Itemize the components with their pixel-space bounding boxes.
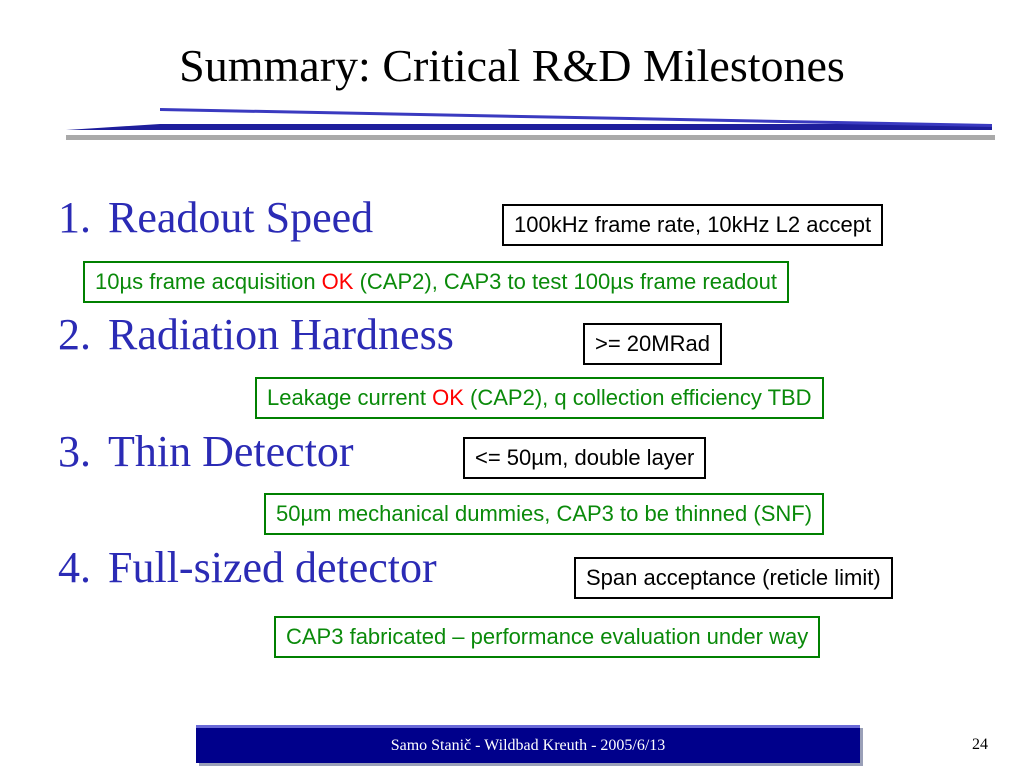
status-box-1 (83, 261, 789, 303)
requirement-box-3: <= 50µm, double layer (463, 437, 706, 479)
milestone-label: Full-sized detector (108, 543, 437, 592)
milestone-number: 2. (58, 310, 91, 359)
footer-bar (196, 725, 860, 763)
status-text: 10µs frame acquisition (95, 269, 322, 294)
status-box-3: 50µm mechanical dummies, CAP3 to be thinned (SNF) (264, 493, 824, 535)
milestone-3 (58, 427, 354, 477)
milestone-number: 3. (58, 427, 91, 476)
requirement-box-1: 100kHz frame rate, 10kHz L2 accept (502, 204, 883, 246)
status-box-4: CAP3 fabricated – performance evaluation under way (274, 616, 820, 658)
status-text: (CAP2), CAP3 to test 100µs frame readout (353, 269, 778, 294)
footer-text: Samo Stanič - Wildbad Kreuth - 2005/6/13 (390, 736, 666, 754)
status-text: (CAP2), q collection efficiency TBD (463, 385, 812, 410)
status-box-2 (255, 377, 824, 419)
ok-badge: OK (432, 385, 464, 410)
requirement-box-2: >= 20MRad (583, 323, 722, 365)
ok-badge: OK (321, 269, 354, 294)
milestone-2 (58, 310, 454, 360)
milestone-label: Radiation Hardness (108, 310, 454, 359)
status-text: Leakage current (267, 385, 433, 410)
milestone-1 (58, 193, 373, 243)
requirement-box-4: Span acceptance (reticle limit) (574, 557, 893, 599)
page-number: 24 (972, 736, 988, 753)
slide-title: Summary: Critical R&D Milestones (179, 40, 845, 91)
milestone-number: 4. (58, 543, 91, 592)
title-underline-bar (0, 100, 1024, 145)
milestone-label: Readout Speed (108, 193, 374, 242)
milestone-number: 1. (58, 193, 91, 242)
milestone-label: Thin Detector (108, 427, 354, 476)
milestone-4 (58, 543, 437, 593)
